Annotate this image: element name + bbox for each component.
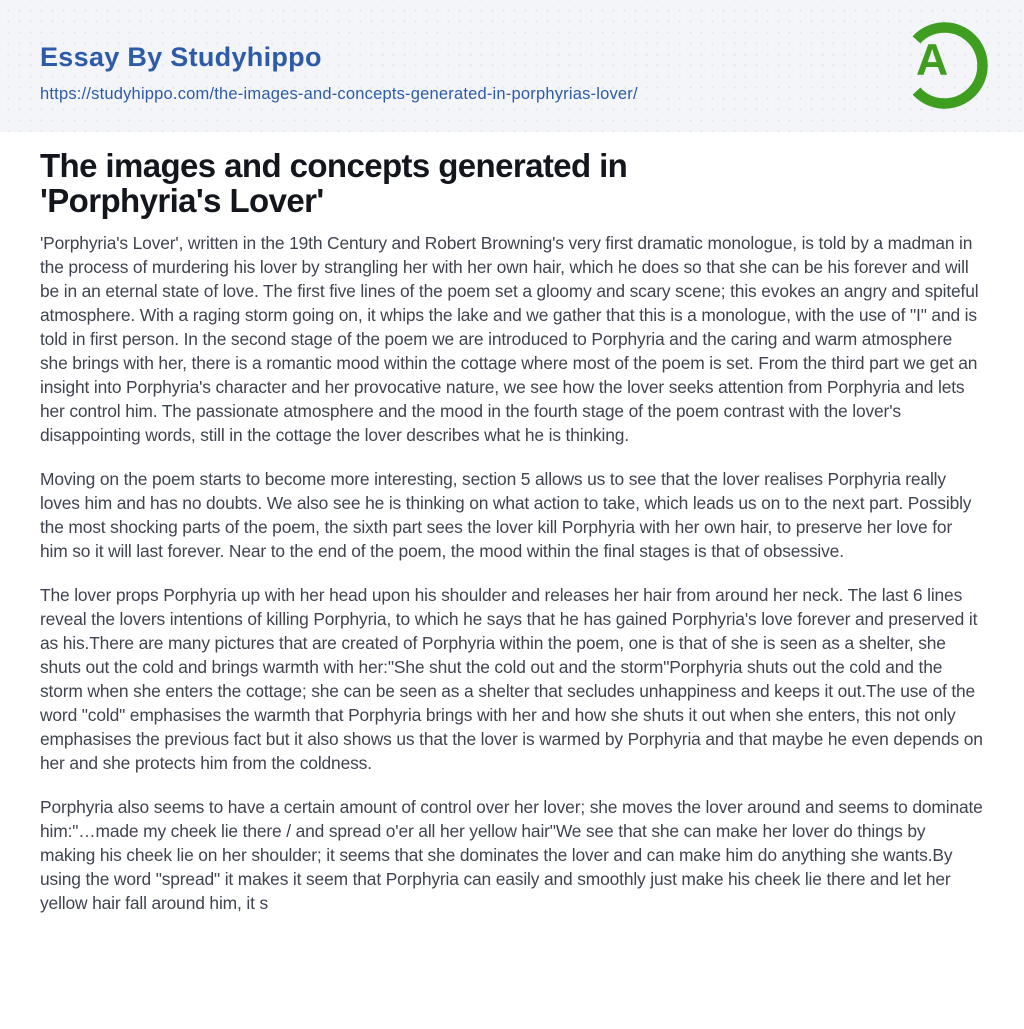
essay-title-line-1: The images and concepts generated in [40, 147, 628, 184]
essay-paragraph-1: 'Porphyria's Lover', written in the 19th Century and Robert Browning's very first dramatic monologue, is told by a madman in the process of murdering his lover by strangling her with her own hair, which he does so that she can be his forever and will be in an eternal state of love. The first five lines of the poem set a gloomy and scary scene; this evokes an angry and spiteful atmosphere. With a raging storm going on, it whips the lake and we gather that this is a monologue, with the use of "I" and is told in first person. In the second stage of the poem we are introduced to Porphyria and the caring and warm atmosphere she brings with her, there is a romantic mood within the cottage where most of the poem is set. From the third part we get an insight into Porphyria's character and her provocative nature, we see how the lover seeks attention from Porphyria and lets her control him. The passionate atmosphere and the mood in the fourth stage of the poem contrast with the lover's disappointing words, still in the cottage the lover describes what he is thinking. [40, 233, 979, 445]
page-header [0, 0, 1024, 132]
site-title: Essay By Studyhippo [40, 42, 322, 72]
essay-paragraph-4: Porphyria also seems to have a certain amount of control over her lover; she moves the lover around and seems to dominate him:"…made my cheek lie there / and spread o'er all her yellow hair"We see that she can make her lover do things by making his cheek lie on her shoulder; it seems that she dominates the lover and can make him do anything she wants.By using the word "spread" it makes it seem that Porphyria can easily and smoothly just make his cheek lie there and let her yellow hair fall around him, it s [40, 797, 983, 913]
studyhippo-logo [897, 18, 992, 113]
essay-title-line-2: 'Porphyria's Lover' [40, 182, 324, 219]
essay-content [0, 132, 1024, 915]
header-text-block [40, 42, 638, 104]
logo-letter: A [916, 36, 949, 86]
essay-paragraph-2: Moving on the poem starts to become more interesting, section 5 allows us to see that the lover realises Porphyria really loves him and has no doubts. We also see he is thinking on what action to take, which leads us on to the next part. Possibly the most shocking parts of the poem, the sixth part sees the lover kill Porphyria with her own hair, to preserve her love for him so it will last forever. Near to the end of the poem, the mood within the final stages is that of obsessive. [40, 469, 972, 561]
logo-arc-icon [897, 18, 992, 113]
essay-paragraph-3: The lover props Porphyria up with her head upon his shoulder and releases her hair from around her neck. The last 6 lines reveal the lovers intentions of killing Porphyria, to which he says that he has gained Porphyria's love forever and preserved it as his.There are many pictures that are created of Porphyria within the poem, one is that of she is seen as a shelter, she shuts out the cold and brings warmth with her:"She shut the cold out and the storm"Porphyria shuts out the cold and the storm when she enters the cottage; she can be seen as a shelter that secludes unhappiness and keeps it out.The use of the word "cold" emphasises the warmth that Porphyria brings with her and how she shuts it out when she enters, this not only emphasises the previous fact but it also shows us that the lover is warmed by Porphyria and that maybe he even depends on her and she protects him from the coldness. [40, 585, 983, 773]
essay-title [40, 148, 984, 218]
page-url-link[interactable]: https://studyhippo.com/the-images-and-concepts-generated-in-porphyrias-lover/ [40, 85, 638, 103]
